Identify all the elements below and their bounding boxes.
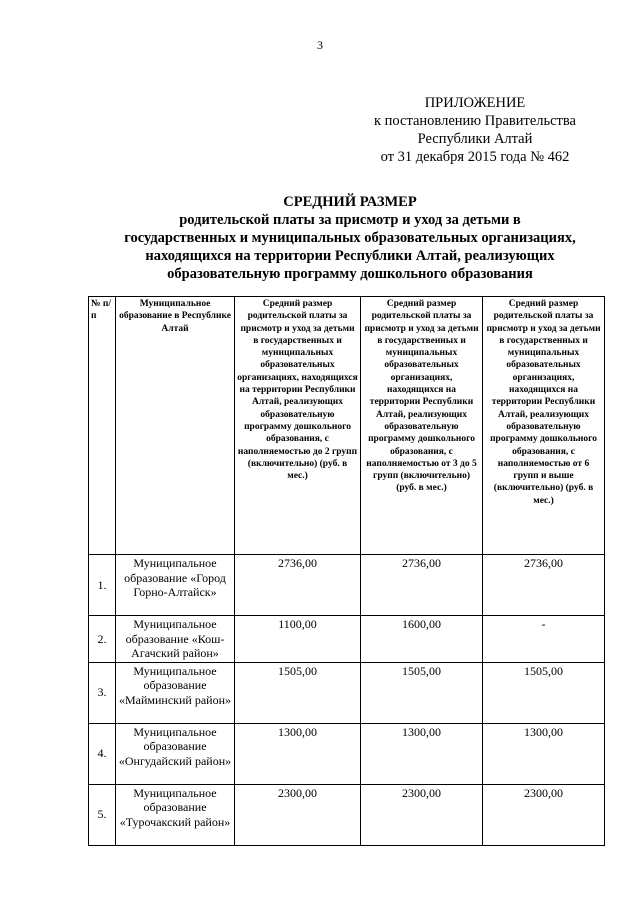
- table-header-row: [89, 297, 605, 555]
- row-municipality: Муниципальное образование «Майминский район»: [116, 662, 235, 723]
- appendix-label: ПРИЛОЖЕНИЕ: [424, 95, 526, 111]
- title-line-3: находящихся на территории Республики Алтай, реализующих: [145, 248, 555, 264]
- header-up-to-2-groups: Средний размер родительской платы за присмотр и уход за детьми в государственных и муниципальных образовательных организациях, находящихся на территории Республики Алтай, реализующих образовательную программу дошкольного образования, с наполняемостью до 2 групп (включительно) (руб. в мес.): [235, 297, 361, 555]
- row-value-3-to-5: 1300,00: [361, 723, 483, 784]
- header-6-plus-groups: Средний размер родительской платы за присмотр и уход за детьми в государственных и муниципальных образовательных организациях, находящихся на территории Республики Алтай, реализующих образовательную программу дошкольного образования, с наполняемостью от 6 групп и выше (включительно) (руб. в мес.): [483, 297, 605, 555]
- header-municipality: Муниципальное образование в Республике Алтай: [116, 297, 235, 555]
- row-value-6-plus: 2300,00: [483, 784, 605, 845]
- appendix-line-3: от 31 декабря 2015 года № 462: [380, 149, 570, 165]
- title-line-4: образовательную программу дошкольного образования: [167, 266, 533, 282]
- appendix-line-2: Республики Алтай: [417, 131, 533, 147]
- title-line-1: родительской платы за присмотр и уход за детьми в: [179, 212, 521, 228]
- fee-table: [88, 296, 605, 846]
- row-value-6-plus: 2736,00: [483, 555, 605, 616]
- row-value-up-to-2: 1300,00: [235, 723, 361, 784]
- page-number: 3: [317, 38, 323, 52]
- row-value-up-to-2: 1100,00: [235, 616, 361, 663]
- table-row: [89, 616, 605, 663]
- row-value-3-to-5: 1600,00: [361, 616, 483, 663]
- row-value-3-to-5: 2300,00: [361, 784, 483, 845]
- row-value-up-to-2: 2736,00: [235, 555, 361, 616]
- row-value-3-to-5: 1505,00: [361, 662, 483, 723]
- row-number: 4.: [89, 723, 116, 784]
- row-municipality: Муниципальное образование «Кош-Агачский район»: [116, 616, 235, 663]
- header-3-to-5-groups: Средний размер родительской платы за присмотр и уход за детьми в государственных и муниципальных образовательных организациях, находящихся на территории Республики Алтай, реализующих образовательную программу дошкольного образования, с наполняемостью от 3 до 5 групп (включительно) (руб. в мес.): [361, 297, 483, 555]
- title-heading: СРЕДНИЙ РАЗМЕР: [283, 194, 417, 210]
- table-row: [89, 662, 605, 723]
- row-number: 3.: [89, 662, 116, 723]
- title-line-2: государственных и муниципальных образовательных организациях,: [124, 230, 576, 246]
- row-number: 1.: [89, 555, 116, 616]
- header-number: № п/п: [89, 297, 116, 555]
- table-row: [89, 723, 605, 784]
- row-number: 2.: [89, 616, 116, 663]
- row-value-6-plus: 1300,00: [483, 723, 605, 784]
- row-number: 5.: [89, 784, 116, 845]
- row-value-up-to-2: 1505,00: [235, 662, 361, 723]
- appendix-block: [350, 94, 600, 166]
- row-municipality: Муниципальное образование «Город Горно-Алтайск»: [116, 555, 235, 616]
- row-municipality: Муниципальное образование «Онгудайский район»: [116, 723, 235, 784]
- row-value-up-to-2: 2300,00: [235, 784, 361, 845]
- document-title: [90, 193, 610, 283]
- table-row: [89, 555, 605, 616]
- row-municipality: Муниципальное образование «Турочакский район»: [116, 784, 235, 845]
- row-value-6-plus: -: [483, 616, 605, 663]
- appendix-line-1: к постановлению Правительства: [374, 113, 576, 129]
- table-row: [89, 784, 605, 845]
- row-value-3-to-5: 2736,00: [361, 555, 483, 616]
- row-value-6-plus: 1505,00: [483, 662, 605, 723]
